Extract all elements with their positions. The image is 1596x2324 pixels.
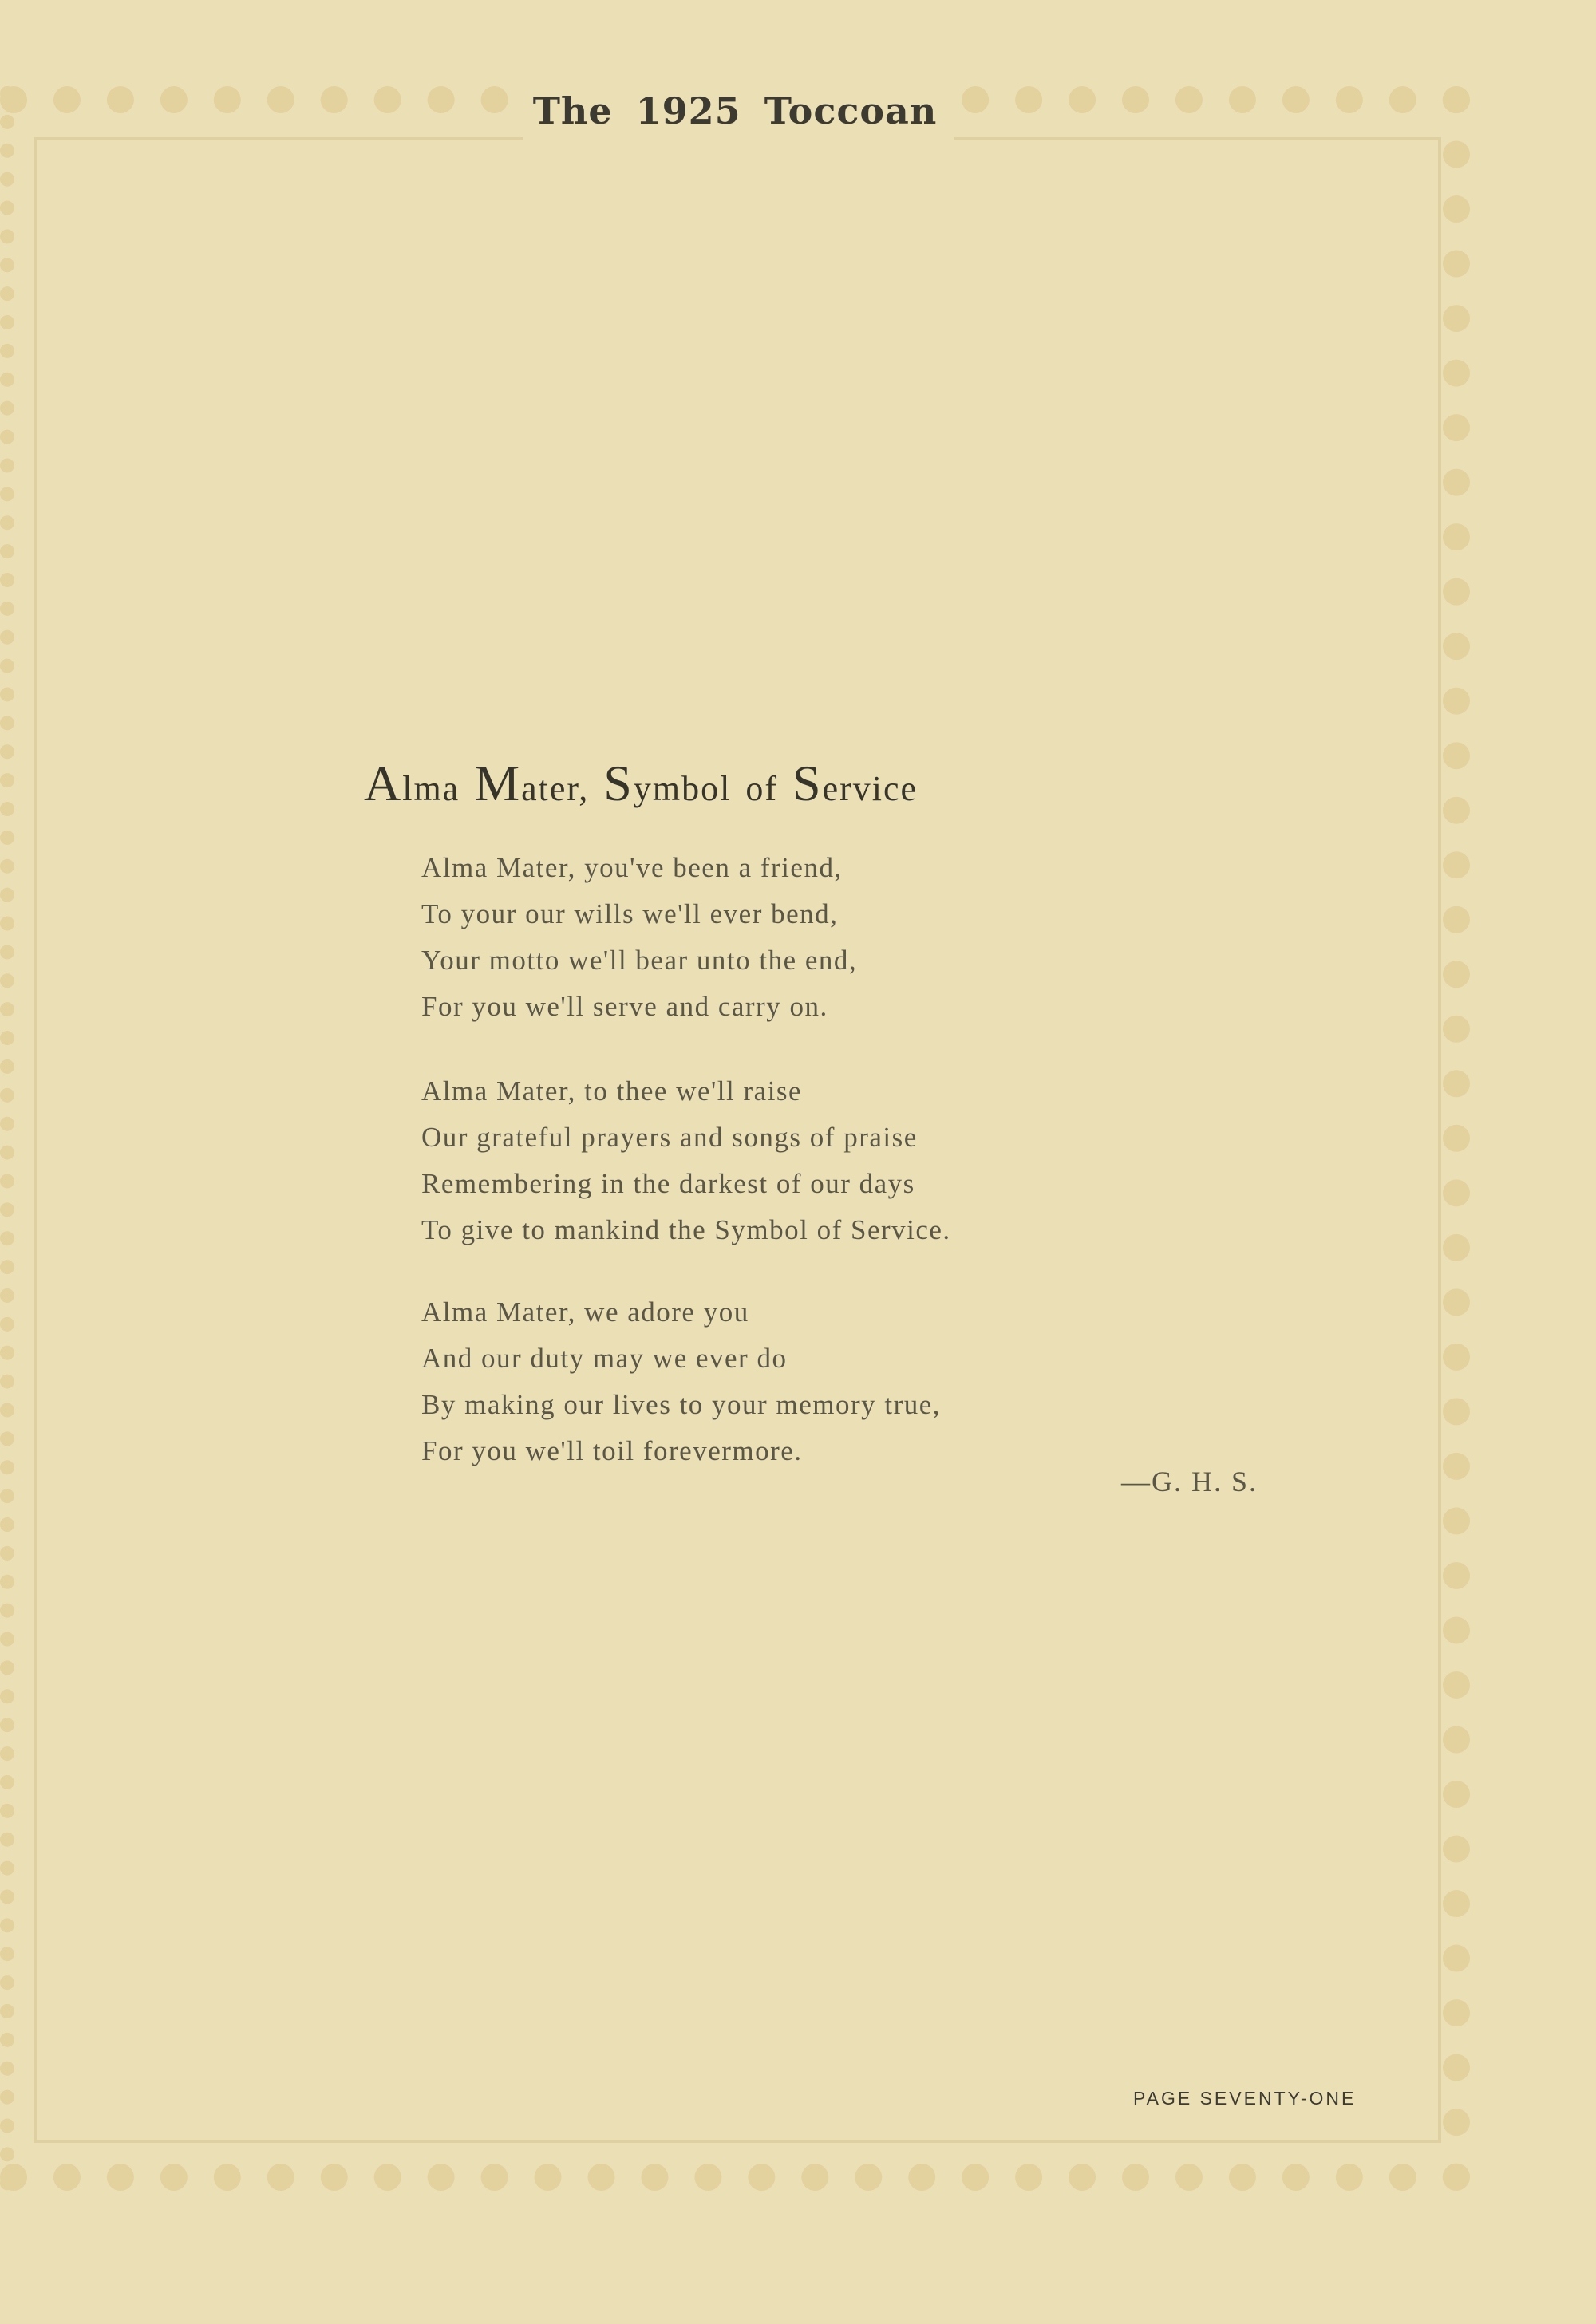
- running-head-word: Toccoan: [764, 89, 938, 132]
- poem-line: To give to mankind the Symbol of Service.: [421, 1214, 951, 1245]
- author-signature: —G. H. S.: [1121, 1466, 1258, 1497]
- page-number: PAGE SEVENTY-ONE: [1133, 2088, 1357, 2109]
- stanza-2: [421, 1068, 1219, 1253]
- poem-line: Our grateful prayers and songs of praise: [421, 1122, 918, 1153]
- poem-line: By making our lives to your memory true,: [421, 1389, 942, 1420]
- poem-line: Your motto we'll bear unto the end,: [421, 945, 858, 976]
- poem-line: For you we'll toil forevermore.: [421, 1435, 803, 1466]
- poem-line: Alma Mater, we adore you: [421, 1296, 749, 1328]
- stanza-3: [421, 1289, 1219, 1474]
- stanza-1: [421, 845, 1219, 1030]
- poem-line: And our duty may we ever do: [421, 1343, 788, 1374]
- poem-line: Alma Mater, to thee we'll raise: [421, 1075, 803, 1107]
- poem-line: To your our wills we'll ever bend,: [421, 898, 839, 929]
- poem-title: Alma Mater, Symbol of Service: [364, 755, 918, 811]
- running-head-word: The: [532, 89, 613, 132]
- running-head: [0, 89, 1470, 132]
- poem-line: Alma Mater, you've been a friend,: [421, 852, 843, 883]
- poem-line: Remembering in the darkest of our days: [421, 1168, 915, 1199]
- running-head-year: 1925: [635, 89, 741, 132]
- poem-line: For you we'll serve and carry on.: [421, 991, 828, 1022]
